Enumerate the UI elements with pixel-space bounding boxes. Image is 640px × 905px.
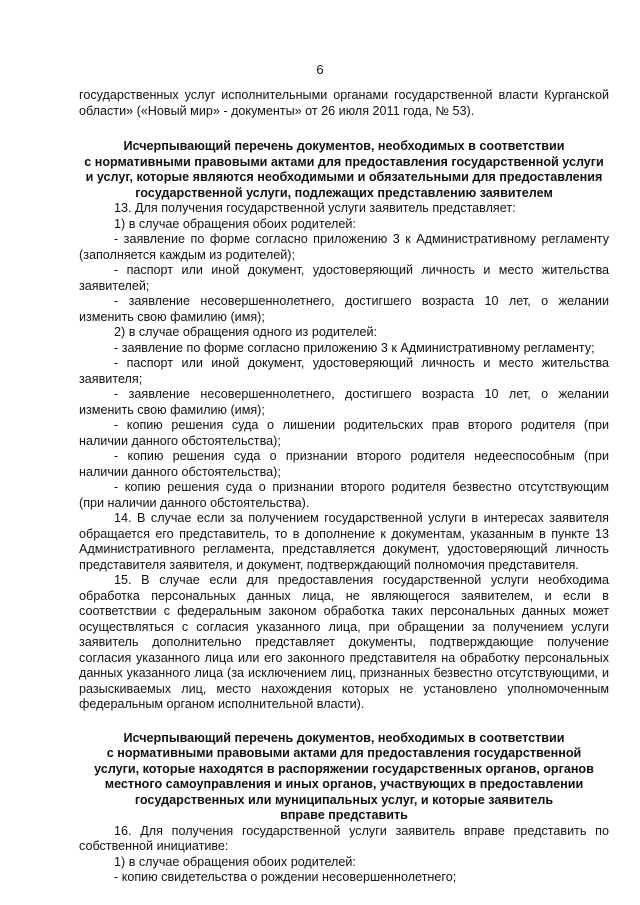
- paragraph: - заявление по форме согласно приложению 3 к Административному регламенту;: [114, 340, 595, 355]
- paragraph: - паспорт или иной документ, удостоверяющий личность и место жительства заявителя;: [79, 356, 609, 386]
- paragraph: 14. В случае если за получением государственной услуги в интересах заявителя обращается его представитель, то в дополнение к документам, указанным в пункте 13 Административного регламента, представляется документ, удостоверяющий личность представителя заявителя, и документ, подтверждающий полномочия представителя.: [79, 511, 609, 572]
- paragraph: - заявление несовершеннолетнего, достигшего возраста 10 лет, о желании изменить свою фамилию (имя);: [79, 387, 609, 417]
- heading-line: государственных или муниципальных услуг, и которые заявитель: [134, 792, 554, 807]
- paragraph: - копию решения суда о признании второго родителя недееспособным (при наличии данного обстоятельства);: [79, 449, 609, 479]
- paragraph: 1) в случае обращения обоих родителей:: [114, 854, 356, 869]
- paragraph: государственных услуг исполнительными органами государственной власти Курганской области» («Новый мир» - документы» от 26 июля 2011 года, № 53).: [79, 88, 609, 118]
- page-number: 6: [316, 62, 324, 77]
- document-body: [79, 88, 609, 886]
- paragraph: - паспорт или иной документ, удостоверяющий личность и место жительства заявителей;: [79, 263, 609, 293]
- paragraph: 13. Для получения государственной услуги заявитель представляет:: [114, 201, 516, 215]
- paragraph: - копию решения суда о признании второго родителя безвестно отсутствующим (при наличии данного обстоятельства).: [79, 480, 609, 510]
- paragraph: 2) в случае обращения одного из родителей:: [114, 325, 378, 339]
- heading-line: государственной услуги, подлежащих представлению заявителем: [135, 185, 553, 200]
- heading-line: услуги, которые находятся в распоряжении государственных органов, органов: [94, 761, 594, 776]
- paragraph: - копию свидетельства о рождении несовершеннолетнего;: [114, 870, 457, 884]
- heading-line: Исчерпывающий перечень документов, необходимых в соответствии: [123, 139, 565, 153]
- paragraph: - заявление несовершеннолетнего, достигшего возраста 10 лет, о желании изменить свою фамилию (имя);: [79, 294, 609, 324]
- paragraph: 15. В случае если для предоставления государственной услуги необходима обработка персональных данных лица, не являющегося заявителем, и если в соответствии с федеральным законом обработка таких персональных данных может осуществляться с согласия указанного лица, при обращении за получением услуги заявитель дополнительно представляет документы, подтверждающие получение согласия указанного лица или его законного представителя на обработку персональных данных указанного лица (за исключением лиц, признанных безвестно отсутствующими, и разыскиваемых лиц, место нахождения которых не установлено уполномоченным федеральным органом исполнительной власти).: [79, 573, 609, 711]
- heading-line: с нормативными правовыми актами для предоставления государственной услуги: [84, 154, 604, 169]
- section-heading-required-documents: [79, 139, 609, 201]
- section-heading-optional-documents: [79, 731, 609, 824]
- paragraph: - заявление по форме согласно приложению 3 к Административному регламенту (заполняется каждым из родителей);: [79, 232, 609, 262]
- heading-line: с нормативными правовыми актами для предоставления государственной: [106, 746, 582, 760]
- heading-line: Исчерпывающий перечень документов, необходимых в соответствии: [123, 730, 565, 745]
- paragraph: 16. Для получения государственной услуги заявитель вправе представить по собственной инициативе:: [79, 823, 609, 853]
- heading-line: вправе представить: [280, 808, 408, 822]
- paragraph: - копию решения суда о лишении родительских прав второго родителя (при наличии данного обстоятельства);: [79, 418, 609, 448]
- heading-line: и услуг, которые являются необходимыми и обязательными для предоставления: [85, 170, 603, 184]
- heading-line: местного самоуправления и иных органов, участвующих в предоставлении: [104, 777, 584, 791]
- paragraph: 1) в случае обращения обоих родителей:: [114, 216, 356, 231]
